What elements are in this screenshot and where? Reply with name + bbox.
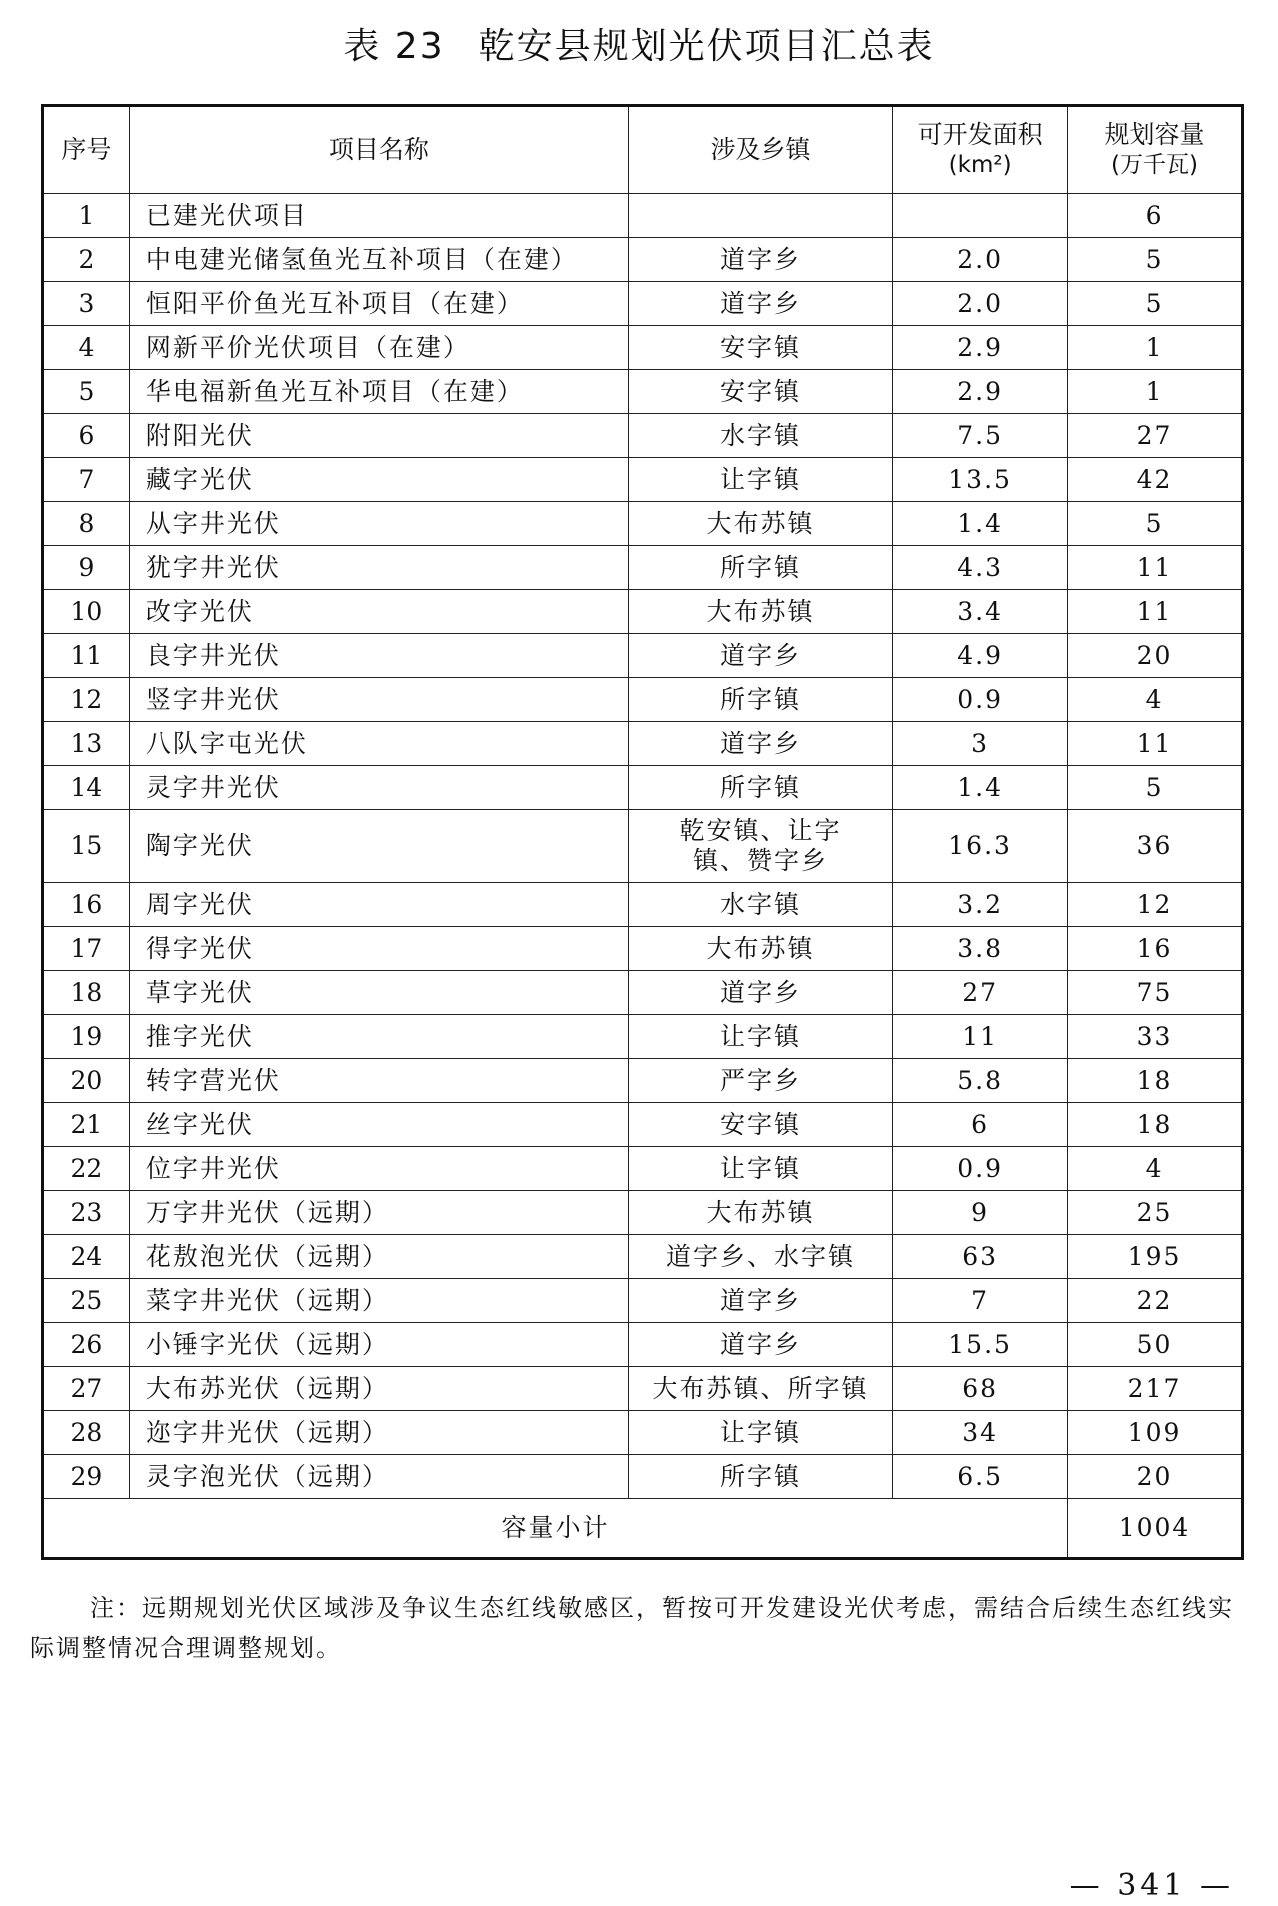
row-index: 1 <box>43 194 130 238</box>
row-area: 3 <box>893 722 1068 766</box>
row-index: 6 <box>43 414 130 458</box>
row-index: 15 <box>43 810 130 883</box>
row-area: 34 <box>893 1411 1068 1455</box>
header-area-label: 可开发面积 <box>917 120 1043 149</box>
row-capacity: 12 <box>1068 883 1243 927</box>
row-index: 24 <box>43 1235 130 1279</box>
table-row <box>43 194 1243 238</box>
header-name: 项目名称 <box>129 106 628 194</box>
table-row <box>43 282 1243 326</box>
row-capacity: 50 <box>1068 1323 1243 1367</box>
row-area: 68 <box>893 1367 1068 1411</box>
row-project-name: 灵字井光伏 <box>129 766 628 810</box>
table-row <box>43 458 1243 502</box>
row-town: 安字镇 <box>628 1103 892 1147</box>
row-area: 2.0 <box>893 282 1068 326</box>
row-project-name: 犹字井光伏 <box>129 546 628 590</box>
row-project-name: 丝字光伏 <box>129 1103 628 1147</box>
table-row <box>43 1191 1243 1235</box>
table-number: 表 23 <box>343 26 445 67</box>
row-town: 道字乡 <box>628 1323 892 1367</box>
row-capacity: 11 <box>1068 590 1243 634</box>
row-area: 6.5 <box>893 1455 1068 1499</box>
row-town: 大布苏镇 <box>628 590 892 634</box>
row-area: 2.0 <box>893 238 1068 282</box>
row-town: 严字乡 <box>628 1059 892 1103</box>
pv-project-table <box>41 104 1244 1560</box>
row-town: 安字镇 <box>628 326 892 370</box>
row-town: 水字镇 <box>628 414 892 458</box>
row-town: 水字镇 <box>628 883 892 927</box>
row-project-name: 迩字井光伏（远期） <box>129 1411 628 1455</box>
row-project-name: 陶字光伏 <box>129 810 628 883</box>
table-title <box>0 18 1278 69</box>
row-index: 5 <box>43 370 130 414</box>
row-town: 大布苏镇、所字镇 <box>628 1367 892 1411</box>
row-project-name: 良字井光伏 <box>129 634 628 678</box>
table-row <box>43 1147 1243 1191</box>
row-capacity: 5 <box>1068 766 1243 810</box>
footnote: 注：远期规划光伏区域涉及争议生态红线敏感区，暂按可开发建设光伏考虑，需结合后续生态红线实际调整情况合理调整规划。 <box>30 1594 1234 1662</box>
row-area: 1.4 <box>893 766 1068 810</box>
table-row <box>43 238 1243 282</box>
row-project-name: 万字井光伏（远期） <box>129 1191 628 1235</box>
row-area: 9 <box>893 1191 1068 1235</box>
row-index: 19 <box>43 1015 130 1059</box>
row-project-name: 恒阳平价鱼光互补项目（在建） <box>129 282 628 326</box>
row-index: 18 <box>43 971 130 1015</box>
row-area: 4.9 <box>893 634 1068 678</box>
table-row <box>43 414 1243 458</box>
row-capacity: 11 <box>1068 722 1243 766</box>
row-area: 3.2 <box>893 883 1068 927</box>
row-capacity: 25 <box>1068 1191 1243 1235</box>
row-index: 2 <box>43 238 130 282</box>
table-row <box>43 1367 1243 1411</box>
table-row <box>43 590 1243 634</box>
row-town: 道字乡 <box>628 238 892 282</box>
row-index: 28 <box>43 1411 130 1455</box>
row-area: 13.5 <box>893 458 1068 502</box>
row-town-line: 乾安镇、让字 <box>679 816 842 845</box>
row-index: 7 <box>43 458 130 502</box>
table-row <box>43 326 1243 370</box>
row-index: 3 <box>43 282 130 326</box>
row-town: 道字乡 <box>628 722 892 766</box>
row-index: 9 <box>43 546 130 590</box>
row-index: 11 <box>43 634 130 678</box>
header-area-unit: (km²) <box>948 152 1012 178</box>
row-capacity: 1 <box>1068 370 1243 414</box>
row-town <box>628 194 892 238</box>
row-town: 安字镇 <box>628 370 892 414</box>
row-index: 13 <box>43 722 130 766</box>
row-index: 16 <box>43 883 130 927</box>
row-area: 7.5 <box>893 414 1068 458</box>
header-row <box>43 106 1243 194</box>
row-capacity: 4 <box>1068 678 1243 722</box>
row-area: 4.3 <box>893 546 1068 590</box>
row-capacity: 42 <box>1068 458 1243 502</box>
table-row <box>43 722 1243 766</box>
row-town: 所字镇 <box>628 766 892 810</box>
row-area: 16.3 <box>893 810 1068 883</box>
row-project-name: 菜字井光伏（远期） <box>129 1279 628 1323</box>
row-capacity: 5 <box>1068 282 1243 326</box>
row-capacity: 5 <box>1068 238 1243 282</box>
row-project-name: 得字光伏 <box>129 927 628 971</box>
total-row <box>43 1499 1243 1559</box>
row-project-name: 中电建光储氢鱼光互补项目（在建） <box>129 238 628 282</box>
table-row <box>43 1103 1243 1147</box>
row-town: 大布苏镇 <box>628 1191 892 1235</box>
table-row <box>43 927 1243 971</box>
row-town-line: 镇、赞字乡 <box>693 846 829 875</box>
table-row <box>43 1059 1243 1103</box>
row-capacity: 27 <box>1068 414 1243 458</box>
row-area: 0.9 <box>893 678 1068 722</box>
row-project-name: 八队字屯光伏 <box>129 722 628 766</box>
row-index: 23 <box>43 1191 130 1235</box>
row-index: 8 <box>43 502 130 546</box>
table-row <box>43 678 1243 722</box>
row-project-name: 从字井光伏 <box>129 502 628 546</box>
row-index: 10 <box>43 590 130 634</box>
table-body <box>43 194 1243 1499</box>
row-area: 3.8 <box>893 927 1068 971</box>
row-index: 17 <box>43 927 130 971</box>
row-town: 大布苏镇 <box>628 927 892 971</box>
row-area: 15.5 <box>893 1323 1068 1367</box>
row-town: 道字乡 <box>628 1279 892 1323</box>
row-project-name: 附阳光伏 <box>129 414 628 458</box>
header-capacity-label: 规划容量 <box>1104 120 1205 149</box>
table-row <box>43 502 1243 546</box>
row-project-name: 华电福新鱼光互补项目（在建） <box>129 370 628 414</box>
total-value: 1004 <box>1068 1499 1243 1559</box>
row-index: 22 <box>43 1147 130 1191</box>
row-project-name: 竖字井光伏 <box>129 678 628 722</box>
row-capacity: 18 <box>1068 1103 1243 1147</box>
row-area: 11 <box>893 1015 1068 1059</box>
header-capacity-unit: (万千瓦) <box>1111 152 1198 178</box>
table-row <box>43 1279 1243 1323</box>
row-project-name: 推字光伏 <box>129 1015 628 1059</box>
row-capacity: 18 <box>1068 1059 1243 1103</box>
row-index: 26 <box>43 1323 130 1367</box>
table-row <box>43 1235 1243 1279</box>
row-project-name: 转字营光伏 <box>129 1059 628 1103</box>
row-area: 2.9 <box>893 326 1068 370</box>
table-row <box>43 1015 1243 1059</box>
row-capacity: 195 <box>1068 1235 1243 1279</box>
row-capacity: 217 <box>1068 1367 1243 1411</box>
row-capacity: 5 <box>1068 502 1243 546</box>
row-project-name: 藏字光伏 <box>129 458 628 502</box>
row-project-name: 改字光伏 <box>129 590 628 634</box>
row-town <box>628 810 892 883</box>
row-town: 所字镇 <box>628 1455 892 1499</box>
header-area <box>893 106 1068 194</box>
row-area: 7 <box>893 1279 1068 1323</box>
row-capacity: 22 <box>1068 1279 1243 1323</box>
row-town: 道字乡、水字镇 <box>628 1235 892 1279</box>
row-town: 让字镇 <box>628 1015 892 1059</box>
total-label: 容量小计 <box>43 1499 1068 1559</box>
row-area: 0.9 <box>893 1147 1068 1191</box>
row-town: 大布苏镇 <box>628 502 892 546</box>
row-project-name: 灵字泡光伏（远期） <box>129 1455 628 1499</box>
row-town: 道字乡 <box>628 282 892 326</box>
row-area: 6 <box>893 1103 1068 1147</box>
row-index: 4 <box>43 326 130 370</box>
row-area <box>893 194 1068 238</box>
table-row <box>43 1455 1243 1499</box>
row-area: 27 <box>893 971 1068 1015</box>
row-project-name: 已建光伏项目 <box>129 194 628 238</box>
row-capacity: 6 <box>1068 194 1243 238</box>
row-town: 让字镇 <box>628 1147 892 1191</box>
row-project-name: 草字光伏 <box>129 971 628 1015</box>
header-capacity <box>1068 106 1243 194</box>
header-town: 涉及乡镇 <box>628 106 892 194</box>
row-area: 63 <box>893 1235 1068 1279</box>
row-project-name: 位字井光伏 <box>129 1147 628 1191</box>
row-capacity: 20 <box>1068 634 1243 678</box>
row-project-name: 周字光伏 <box>129 883 628 927</box>
row-capacity: 75 <box>1068 971 1243 1015</box>
table-row <box>43 883 1243 927</box>
row-town: 道字乡 <box>628 634 892 678</box>
table-row <box>43 766 1243 810</box>
row-index: 25 <box>43 1279 130 1323</box>
row-index: 20 <box>43 1059 130 1103</box>
table-row <box>43 370 1243 414</box>
row-capacity: 1 <box>1068 326 1243 370</box>
row-index: 29 <box>43 1455 130 1499</box>
table-row <box>43 634 1243 678</box>
row-project-name: 小锤字光伏（远期） <box>129 1323 628 1367</box>
row-capacity: 16 <box>1068 927 1243 971</box>
row-capacity: 20 <box>1068 1455 1243 1499</box>
table-row <box>43 1411 1243 1455</box>
row-capacity: 36 <box>1068 810 1243 883</box>
row-capacity: 33 <box>1068 1015 1243 1059</box>
row-index: 27 <box>43 1367 130 1411</box>
row-index: 14 <box>43 766 130 810</box>
row-area: 1.4 <box>893 502 1068 546</box>
row-project-name: 花敖泡光伏（远期） <box>129 1235 628 1279</box>
row-town: 让字镇 <box>628 458 892 502</box>
row-capacity: 109 <box>1068 1411 1243 1455</box>
table-title-text: 乾安县规划光伏项目汇总表 <box>478 26 935 67</box>
table-row <box>43 971 1243 1015</box>
page-number: — 341 — <box>1069 1868 1234 1903</box>
row-town: 所字镇 <box>628 678 892 722</box>
row-capacity: 4 <box>1068 1147 1243 1191</box>
row-index: 21 <box>43 1103 130 1147</box>
table-row <box>43 546 1243 590</box>
row-project-name: 大布苏光伏（远期） <box>129 1367 628 1411</box>
row-index: 12 <box>43 678 130 722</box>
table-row <box>43 810 1243 883</box>
row-project-name: 网新平价光伏项目（在建） <box>129 326 628 370</box>
header-idx: 序号 <box>43 106 130 194</box>
row-capacity: 11 <box>1068 546 1243 590</box>
row-area: 2.9 <box>893 370 1068 414</box>
table-row <box>43 1323 1243 1367</box>
row-town: 所字镇 <box>628 546 892 590</box>
row-town: 道字乡 <box>628 971 892 1015</box>
row-town: 让字镇 <box>628 1411 892 1455</box>
row-area: 5.8 <box>893 1059 1068 1103</box>
row-area: 3.4 <box>893 590 1068 634</box>
